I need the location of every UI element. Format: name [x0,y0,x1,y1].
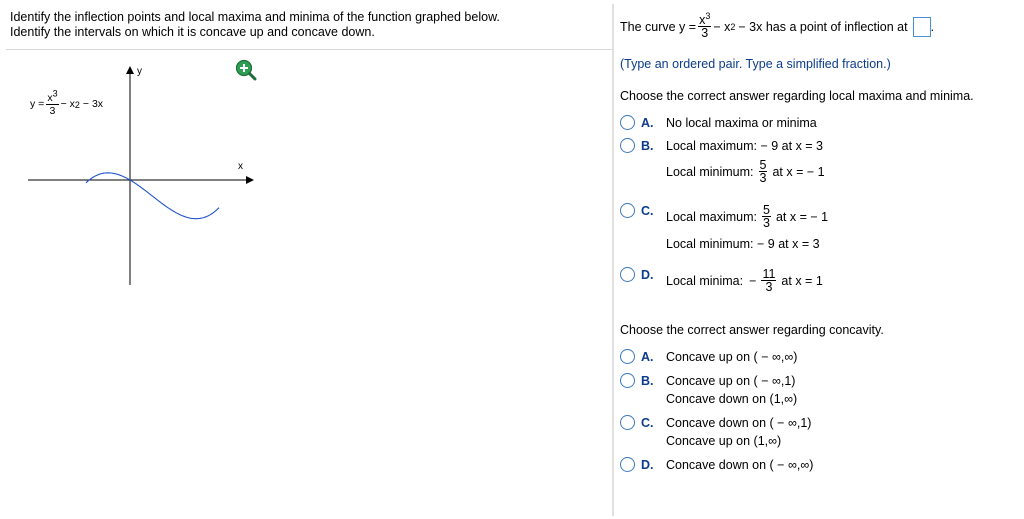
y-axis-label: y [137,66,142,77]
extrema-option-d[interactable] [620,268,823,293]
option-letter: C. [641,204,654,218]
concavity-a-line-1: Concave up on ( − ∞,∞) [666,350,798,364]
concavity-c-line-2: Concave up on (1,∞) [666,434,782,448]
option-letter: B. [641,374,654,388]
graph-equation-label: y = $\frac{x^3}{3}$ − x 2 − 3x [30,88,104,117]
y-axis-arrow [126,66,134,74]
option-c-line-1 [666,204,828,229]
q1-prefix: The curve y = [620,19,697,34]
extrema-option-a[interactable] [620,116,817,132]
option-b-frac-den: 3 [759,171,767,185]
option-letter: A. [641,350,654,364]
option-c-tail: at x = − 1 [775,209,829,224]
option-b-label: Local minimum: [666,164,754,179]
pane-divider [612,4,614,516]
left-separator [6,49,612,50]
option-b-line-2 [666,159,825,184]
option-c-frac-num: 5 [763,203,770,217]
right-pane [620,0,1024,519]
option-letter: D. [641,458,654,472]
option-c-label: Local maximum: [666,209,757,224]
eq-lhs: y = [30,98,45,110]
option-b-frac-num: 5 [759,158,767,172]
concavity-option-c[interactable] [620,416,811,450]
radio-extrema-c[interactable] [620,203,635,218]
x-axis-arrow [246,176,254,184]
eq-rest-a: − x [60,98,75,110]
instructions [10,10,500,40]
eq-frac-num-exp: 3 [52,88,58,99]
radio-concavity-c[interactable] [620,415,635,430]
option-d-label: Local minima: [666,273,744,288]
concavity-prompt: Choose the correct answer regarding concavity. [620,323,884,337]
radio-concavity-b[interactable] [620,373,635,388]
instructions-line-1: Identify the inflection points and local maxima and minima of the function graphed below. [10,10,500,24]
q1-frac-den: 3 [701,26,709,40]
concavity-option-a[interactable] [620,350,797,366]
option-c-line-2: Local minimum: − 9 at x = 3 [666,237,820,251]
radio-extrema-a[interactable] [620,115,635,130]
option-b-fraction [759,159,768,184]
option-d-frac-den: 3 [765,280,773,294]
option-d-frac-num: 11 [762,267,776,281]
option-text: No local maxima or minima [666,116,817,130]
instructions-line-2: Identify the intervals on which it is concave up and concave down. [10,25,375,39]
option-letter: B. [641,139,654,153]
inflection-question: The curve y = $\frac{x^3}{3}$ − x 2 − 3x has a point of inflection at . [620,10,935,40]
q1-frac-num-exp: 3 [705,10,711,21]
option-c-frac-den: 3 [763,216,770,230]
eq-rest-b: − 3x [82,98,104,110]
q1-fraction [698,10,711,40]
extrema-option-b[interactable] [620,139,825,184]
option-letter: D. [641,268,654,282]
option-b-line-1: Local maximum: − 9 at x = 3 [666,139,824,153]
eq-frac-den: 3 [49,105,56,117]
option-b-tail: at x = − 1 [772,164,825,179]
concavity-option-d[interactable] [620,458,813,474]
concavity-option-b[interactable] [620,374,797,408]
concavity-c-line-1: Concave down on ( − ∞,1) [666,416,812,430]
q1-mid: − x [713,19,731,34]
input-hint: (Type an ordered pair. Type a simplified fraction.) [620,57,891,71]
option-letter: C. [641,416,654,430]
radio-extrema-d[interactable] [620,267,635,282]
option-letter: A. [641,116,654,130]
concavity-b-line-2: Concave down on (1,∞) [666,392,798,406]
x-axis-label: x [238,161,243,172]
extrema-prompt: Choose the correct answer regarding local maxima and minima. [620,89,974,103]
option-d-neg: − [749,273,757,288]
eq-fraction [46,88,58,117]
concavity-b-line-1: Concave up on ( − ∞,1) [666,374,796,388]
radio-concavity-a[interactable] [620,349,635,364]
option-d-tail: at x = 1 [781,273,823,288]
q1-suffix: − 3x has a point of inflection at [738,19,908,34]
concavity-d-line-1: Concave down on ( − ∞,∞) [666,458,814,472]
radio-extrema-b[interactable] [620,138,635,153]
eq-frac-num: x [47,92,53,104]
option-c-fraction [762,204,771,229]
inflection-point-answer-input[interactable] [913,17,931,37]
q1-frac-num: x [699,13,706,27]
q1-end: . [930,19,935,34]
radio-concavity-d[interactable] [620,457,635,472]
option-d-fraction [761,268,776,293]
option-d-line [666,268,823,293]
extrema-option-c[interactable] [620,204,828,253]
